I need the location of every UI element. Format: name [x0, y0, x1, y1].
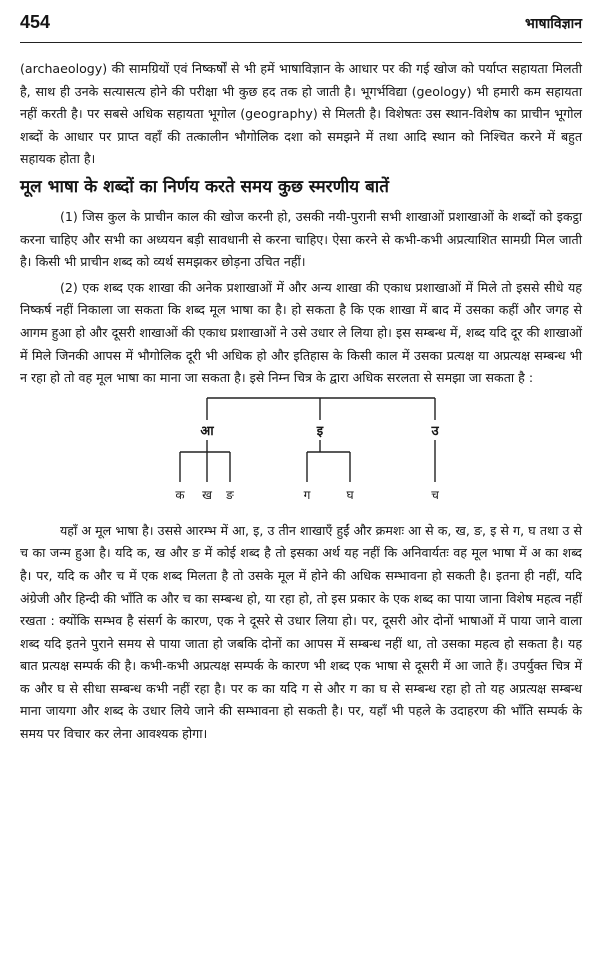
language-tree-diagram: [20, 394, 580, 514]
page-number: 454: [20, 12, 51, 32]
paragraph-continued: (archaeology) की सामग्रियों एवं निष्कर्षों से भी हमें भाषाविज्ञान के आधार पर की गई खोज को पर्याप्त सहायता मिलती है, साथ ही उनके सत्यासत्य होने की परीक्षा भी कुछ हद तक हो जाती है। भूगर्भविद्या (geology) भी हमारी कम सहायता नहीं करती है। पर सबसे अधिक सहायता भूगोल (geography) से मिलती है। विशेषतः उस स्थान-विशेष का प्राचीन भूगोल शब्दों के आधार पर प्राप्त वहाँ की तत्कालीन भौगोलिक दशा को समझने में तथा आदि स्थान को निश्चित करने में बहुत सहायक होता है।: [20, 61, 582, 167]
branch-i: इ: [316, 423, 324, 439]
leaf-gha: घ: [346, 487, 354, 502]
leaf-kha: ख: [202, 487, 212, 502]
diagram-explanation-paragraph: यहाँ अ मूल भाषा है। उससे आरम्भ में आ, इ, उ तीन शाखाएँ हुईं और क्रमशः आ से क, ख, ङ, इ से ग, घ तथा उ से च का जन्म हुआ है। यदि क, ख और ङ में कोई शब्द है तो इसका अर्थ यह नहीं कि अनिवार्यतः वह मूल भाषा में अ का शब्द है। पर, यदि क और च में एक शब्द मिलता है तो उसके मूल में होने की अधिक सम्भावना हो सकती है। इतना ही नहीं, यदि अंग्रेजी और हिन्दी की भाँति क और च का सम्बन्ध हो, या रहा हो, तो इस प्रकार के एक शब्द का पाया जाना विशेष महत्व नहीं रखता : क्योंकि सम्भव है संसर्ग के कारण, एक ने दूसरे से उधार लिया हो। पर, दूसरी ओर दोनों भाषाओं में पाया जाने वाला शब्द यदि इतने पुराने समय से पाया जाता हो जबकि दोनों का आपस में सम्बन्ध नहीं था, तो उसका महत्व हो सकता है। यह बात प्रत्यक्ष सम्पर्क की है। कभी-कभी अप्रत्यक्ष सम्पर्क के कारण भी शब्द एक भाषा से दूसरी में आ जाते हैं। उपर्युक्त चित्र में क और घ से सीधा सम्बन्ध कभी नहीं रहा है। पर क का यदि ग से और ग का घ से सम्बन्ध रहा हो तो यह अप्रत्यक्ष सम्बन्ध माना जायगा और शब्द के उधार लिये जाने की सम्भावना हो सकती है। पर, यहाँ भी पहले के उदाहरण की भाँति सम्पर्क के समय पर विचार कर लेना आवश्यक होगा।: [20, 522, 582, 742]
page-header: [20, 12, 582, 43]
tree-lines: [20, 394, 580, 514]
leaf-nga: ङ: [226, 487, 234, 502]
branch-u: उ: [431, 423, 439, 439]
page-body: [20, 58, 582, 749]
branch-aa: आ: [200, 423, 214, 439]
section-heading: मूल भाषा के शब्दों का निर्णय करते समय कुछ स्मरणीय बातें: [20, 176, 389, 197]
point-1-paragraph: (1) जिस कुल के प्राचीन काल की खोज करनी हो, उसकी नयी-पुरानी सभी शाखाओं प्रशाखाओं के शब्दों को इकट्ठा करना चाहिए और सभी का अध्ययन बड़ी सावधानी से करना चाहिए। ऐसा करने से कभी-कभी अप्रत्याशित सामग्री मिल जाती है। किसी भी प्राचीन शब्द को व्यर्थ समझकर छोड़ना उचित नहीं।: [20, 208, 582, 270]
point-2-paragraph: (2) एक शब्द एक शाखा की अनेक प्रशाखाओं में और अन्य शाखा की एकाध प्रशाखाओं में मिले तो इससे सीधे यह निष्कर्ष नहीं निकाला जा सकता कि शब्द मूल भाषा का है। हो सकता है कि एक शाखा में बाद में उसका कहीं और जगह से आगम हुआ हो और दूसरी शाखाओं की एकाध प्रशाखाओं ने उसे उधार ले लिया हो। इस सम्बन्ध में, शब्द यदि दूर की शाखाओं में मिले जिनकी आपस में भौगोलिक दूरी भी अधिक हो और इतिहास के किसी काल में उसका प्रत्यक्ष या अप्रत्यक्ष सम्बन्ध भी न रहा हो तो वह मूल भाषा का माना जा सकता है। इसे निम्न चित्र के द्वारा अधिक सरलता से समझा जा सकता है :: [20, 279, 582, 386]
leaf-cha: च: [431, 487, 439, 502]
leaf-ga: ग: [303, 487, 311, 502]
leaf-ka: क: [175, 487, 185, 502]
running-title: भाषाविज्ञान: [525, 16, 582, 32]
